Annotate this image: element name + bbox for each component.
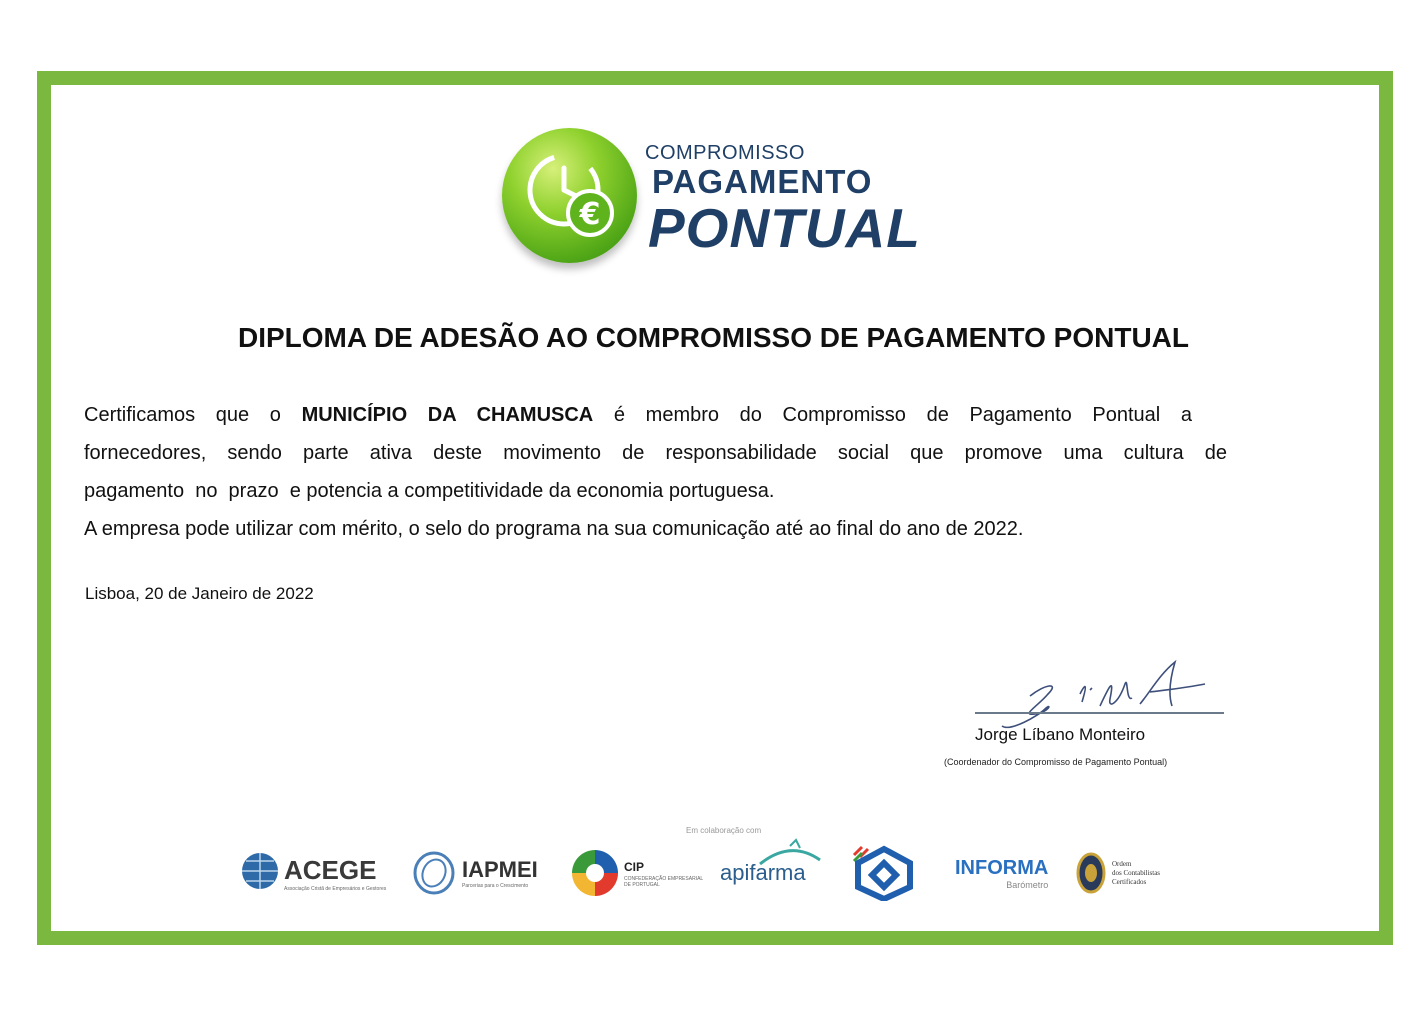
logo-text-line3: PONTUAL — [648, 197, 921, 259]
collaboration-label: Em colaboração com — [686, 826, 762, 835]
apifarma-logo — [720, 846, 806, 900]
body-line-2: fornecedores, sendo parte ativa deste movimento de responsabilidade social que promove uma cultura de — [84, 442, 1227, 464]
acege-name: ACEGE — [284, 854, 377, 885]
acege-sub: Associação Cristã de Empresários e Gestores — [284, 885, 387, 892]
cip-name: CIP — [624, 860, 645, 874]
body-line1-rest: é membro do Compromisso de Pagamento Pontual a — [593, 404, 1193, 426]
signatory-role: (Coordenador do Compromisso de Pagamento Pontual) — [944, 757, 1168, 767]
apifarma-swoosh-icon — [720, 838, 824, 878]
clock-euro-icon — [502, 128, 637, 263]
handwritten-signature — [990, 654, 1220, 734]
informa-sub: Barómetro — [1006, 879, 1049, 890]
iapmei-logo — [412, 846, 538, 900]
diploma-title: DIPLOMA DE ADESÃO AO COMPROMISSO DE PAGAMENTO PONTUAL — [237, 322, 1189, 353]
apifarma-name: apifarma — [720, 860, 806, 885]
occ-line1: Ordem — [1112, 859, 1132, 868]
body-intro: Certificamos que o — [84, 404, 302, 426]
occ-seal-icon — [1076, 851, 1106, 895]
iapmei-name: IAPMEI — [462, 857, 538, 882]
occ-line2: dos Contabilistas — [1112, 868, 1161, 877]
svg-text:€: € — [579, 197, 601, 232]
acege-logo — [240, 846, 386, 900]
body-line-1 — [84, 396, 1192, 434]
iapmei-sub: Parcerias para o Crescimento — [462, 883, 529, 889]
entity-name: MUNICÍPIO DA CHAMUSCA — [301, 404, 594, 426]
logo-text-line2: PAGAMENTO — [652, 163, 873, 200]
cip-pinwheel-icon — [570, 848, 620, 898]
cip-logo — [570, 846, 704, 900]
logo-text-line1: COMPROMISSO — [645, 142, 805, 164]
occ-line3: Certificados — [1112, 877, 1147, 886]
signature-line — [975, 712, 1224, 714]
informa-name: INFORMA — [955, 856, 1049, 879]
cip-sub: CONFEDERAÇÃO EMPRESARIAL DE PORTUGAL — [624, 876, 703, 888]
issue-date: Lisboa, 20 de Janeiro de 2022 — [85, 584, 314, 603]
informa-logo — [955, 846, 1048, 900]
body-paragraph-2: A empresa pode utilizar com mérito, o selo do programa na sua comunicação até ao final do ano de 2022. — [84, 518, 1024, 540]
occ-logo — [1076, 846, 1160, 900]
cgd-hexagon-icon — [848, 845, 920, 901]
cgd-logo — [848, 846, 920, 900]
certificate-body — [84, 396, 1227, 548]
iapmei-swirl-icon — [412, 851, 456, 895]
acege-globe-icon — [240, 851, 280, 895]
signatory-name: Jorge Líbano Monteiro — [975, 725, 1146, 744]
body-line-3: pagamento no prazo e potencia a competitividade da economia portuguesa. — [84, 480, 775, 502]
